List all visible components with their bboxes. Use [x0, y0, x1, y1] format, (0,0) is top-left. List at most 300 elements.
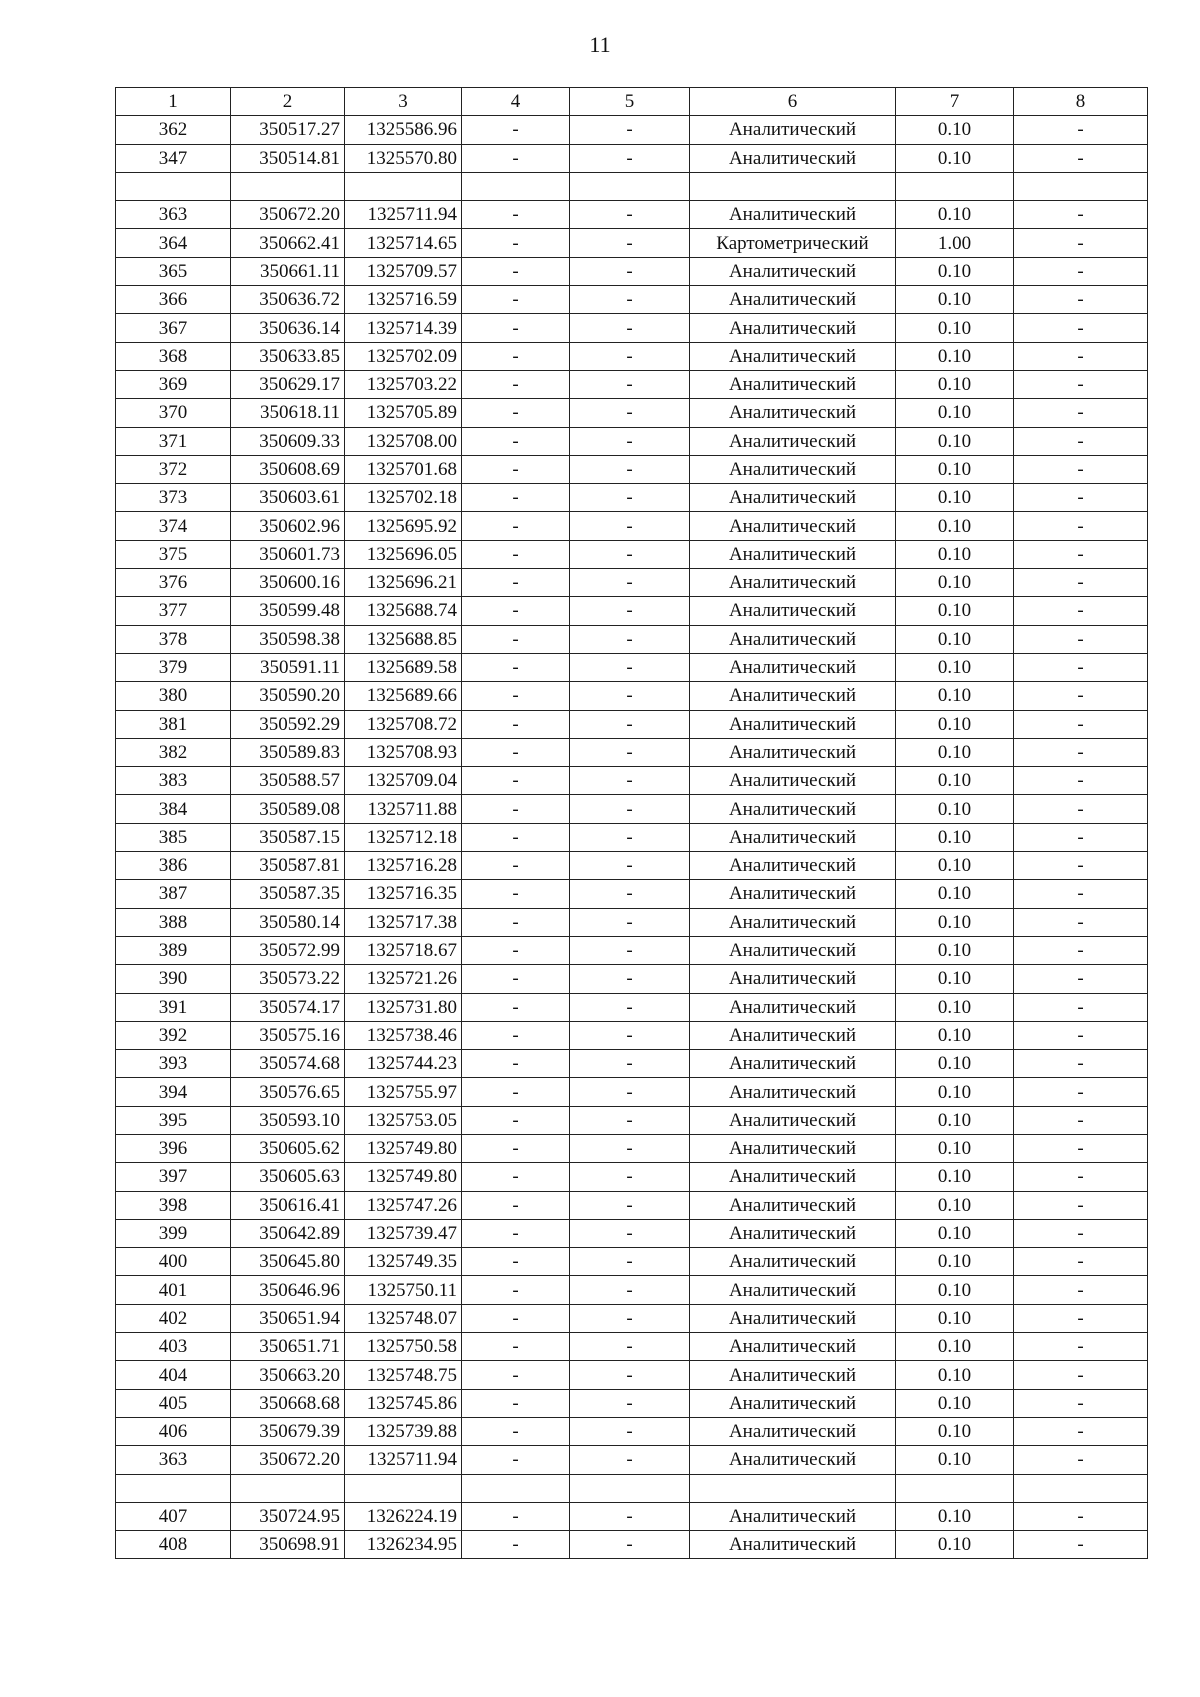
table-cell: 0.10 [896, 1502, 1014, 1530]
table-cell: 0.10 [896, 767, 1014, 795]
table-cell: - [570, 965, 690, 993]
table-cell: 350605.62 [231, 1134, 345, 1162]
table-cell: - [462, 399, 570, 427]
table-cell: 0.10 [896, 880, 1014, 908]
table-cell: Аналитический [690, 1417, 896, 1445]
table-cell: 1326234.95 [345, 1531, 462, 1559]
table-row [116, 852, 1148, 880]
column-header: 2 [231, 88, 345, 116]
table-cell: Аналитический [690, 399, 896, 427]
table-cell: 350574.68 [231, 1050, 345, 1078]
table-row [116, 1021, 1148, 1049]
table-cell: Аналитический [690, 710, 896, 738]
table-cell: 1325738.46 [345, 1021, 462, 1049]
table-cell: Аналитический [690, 1502, 896, 1530]
table-row [116, 370, 1148, 398]
table-cell: - [570, 1531, 690, 1559]
table-cell: - [462, 342, 570, 370]
table-row [116, 1502, 1148, 1530]
table-cell: 350575.16 [231, 1021, 345, 1049]
table-cell: 1325714.39 [345, 314, 462, 342]
table-cell: - [570, 1389, 690, 1417]
table-cell: 0.10 [896, 852, 1014, 880]
table-cell: 1325750.58 [345, 1333, 462, 1361]
table-cell: - [462, 370, 570, 398]
table-cell: - [462, 144, 570, 172]
table-cell: Аналитический [690, 1078, 896, 1106]
table-cell [896, 172, 1014, 200]
table-cell: 384 [116, 795, 231, 823]
table-row [116, 116, 1148, 144]
table-cell: 0.10 [896, 1417, 1014, 1445]
table-cell: - [1014, 767, 1148, 795]
table-cell: 385 [116, 823, 231, 851]
table-cell: 402 [116, 1304, 231, 1332]
table-cell: - [570, 1050, 690, 1078]
table-cell: Аналитический [690, 1361, 896, 1389]
table-row [116, 682, 1148, 710]
table-cell: Аналитический [690, 1446, 896, 1474]
table-row [116, 1078, 1148, 1106]
table-cell: - [1014, 229, 1148, 257]
table-cell: - [462, 1304, 570, 1332]
table-cell: - [1014, 823, 1148, 851]
table-cell: Аналитический [690, 965, 896, 993]
table-cell: - [570, 370, 690, 398]
table-cell: Аналитический [690, 342, 896, 370]
table-cell: Аналитический [690, 1219, 896, 1247]
table-cell: - [1014, 710, 1148, 738]
table-cell: - [1014, 116, 1148, 144]
table-cell: - [1014, 257, 1148, 285]
table-cell: 0.10 [896, 1134, 1014, 1162]
table-cell: - [570, 1134, 690, 1162]
table-cell: - [462, 710, 570, 738]
table-cell: Аналитический [690, 682, 896, 710]
table-cell: - [570, 455, 690, 483]
table-cell: - [462, 1361, 570, 1389]
table-cell: - [462, 965, 570, 993]
table-cell: 0.10 [896, 1276, 1014, 1304]
table-cell: - [1014, 738, 1148, 766]
table-cell: 368 [116, 342, 231, 370]
table-cell: 350698.91 [231, 1531, 345, 1559]
table-cell: - [570, 1219, 690, 1247]
table-cell: - [1014, 1050, 1148, 1078]
table-row [116, 1163, 1148, 1191]
table-cell: 350642.89 [231, 1219, 345, 1247]
table-cell: - [570, 852, 690, 880]
table-cell: - [570, 682, 690, 710]
table-cell: Аналитический [690, 936, 896, 964]
table-row [116, 625, 1148, 653]
table-cell: 350590.20 [231, 682, 345, 710]
table-cell: - [462, 286, 570, 314]
column-header: 4 [462, 88, 570, 116]
table-cell: - [570, 1446, 690, 1474]
table-cell: - [462, 1276, 570, 1304]
table-cell: 403 [116, 1333, 231, 1361]
table-cell: 350592.29 [231, 710, 345, 738]
table-cell: 1325696.21 [345, 569, 462, 597]
table-cell: - [570, 569, 690, 597]
table-cell: 0.10 [896, 738, 1014, 766]
table-cell: Аналитический [690, 1163, 896, 1191]
table-cell: - [1014, 1106, 1148, 1134]
table-cell: - [1014, 1361, 1148, 1389]
table-cell: 0.10 [896, 1304, 1014, 1332]
table-cell: - [570, 512, 690, 540]
table-cell: 350672.20 [231, 1446, 345, 1474]
table-cell: - [1014, 1333, 1148, 1361]
table-cell: 1325689.58 [345, 653, 462, 681]
table-cell: 1325570.80 [345, 144, 462, 172]
table-row [116, 597, 1148, 625]
table-row [116, 767, 1148, 795]
table-cell: 0.10 [896, 710, 1014, 738]
table-cell: - [462, 229, 570, 257]
table-cell [690, 1474, 896, 1502]
table-cell: - [1014, 342, 1148, 370]
table-cell: 1325711.94 [345, 201, 462, 229]
table-cell: 1325689.66 [345, 682, 462, 710]
table-cell [345, 1474, 462, 1502]
table-cell: - [1014, 965, 1148, 993]
column-header: 5 [570, 88, 690, 116]
table-cell: Аналитический [690, 738, 896, 766]
table-cell: 0.10 [896, 936, 1014, 964]
table-cell: 380 [116, 682, 231, 710]
table-cell: - [570, 257, 690, 285]
table-row [116, 1446, 1148, 1474]
table-cell: - [462, 116, 570, 144]
table-cell: 350580.14 [231, 908, 345, 936]
table-row [116, 908, 1148, 936]
table-cell: - [1014, 653, 1148, 681]
table-cell: - [570, 795, 690, 823]
table-row [116, 993, 1148, 1021]
table-cell: 1325750.11 [345, 1276, 462, 1304]
table-cell: 1.00 [896, 229, 1014, 257]
table-cell: Аналитический [690, 1333, 896, 1361]
table-cell: - [570, 908, 690, 936]
table-cell: - [462, 1191, 570, 1219]
table-cell: - [1014, 1417, 1148, 1445]
table-cell: 350609.33 [231, 427, 345, 455]
table-cell: 0.10 [896, 795, 1014, 823]
table-cell: 350514.81 [231, 144, 345, 172]
table-cell [690, 172, 896, 200]
table-cell: 0.10 [896, 455, 1014, 483]
table-cell: - [1014, 201, 1148, 229]
table-cell: 350618.11 [231, 399, 345, 427]
table-cell: 0.10 [896, 1531, 1014, 1559]
table-row [116, 314, 1148, 342]
table-cell: 1325721.26 [345, 965, 462, 993]
column-header: 1 [116, 88, 231, 116]
table-cell: 1325708.00 [345, 427, 462, 455]
table-header-row [116, 88, 1148, 116]
table-cell: - [570, 597, 690, 625]
table-cell: - [570, 286, 690, 314]
table-cell: - [570, 1304, 690, 1332]
table-cell: Аналитический [690, 852, 896, 880]
table-cell: - [1014, 1389, 1148, 1417]
table-cell: - [1014, 852, 1148, 880]
table-cell: 350593.10 [231, 1106, 345, 1134]
table-cell: - [570, 1163, 690, 1191]
table-cell: - [462, 936, 570, 964]
table-cell: 1325586.96 [345, 116, 462, 144]
table-cell: 399 [116, 1219, 231, 1247]
table-row [116, 342, 1148, 370]
table-row [116, 653, 1148, 681]
table-cell: - [570, 1248, 690, 1276]
table-cell: Аналитический [690, 540, 896, 568]
table-row [116, 1191, 1148, 1219]
table-cell: 0.10 [896, 625, 1014, 653]
table-cell: 0.10 [896, 965, 1014, 993]
table-cell: 1325731.80 [345, 993, 462, 1021]
table-row [116, 144, 1148, 172]
table-row [116, 1276, 1148, 1304]
table-cell [570, 1474, 690, 1502]
table-cell: 0.10 [896, 1021, 1014, 1049]
table-cell [896, 1474, 1014, 1502]
table-cell: 407 [116, 1502, 231, 1530]
table-cell: - [1014, 427, 1148, 455]
table-row [116, 710, 1148, 738]
table-cell: 392 [116, 1021, 231, 1049]
table-cell: - [462, 1417, 570, 1445]
table-cell: - [462, 738, 570, 766]
table-cell: 1325709.04 [345, 767, 462, 795]
table-cell: 0.10 [896, 1446, 1014, 1474]
table-cell: - [1014, 908, 1148, 936]
table-cell: 350636.72 [231, 286, 345, 314]
table-cell: - [1014, 144, 1148, 172]
table-cell: - [1014, 1304, 1148, 1332]
table-cell: 350574.17 [231, 993, 345, 1021]
table-cell: - [570, 201, 690, 229]
table-cell: 0.10 [896, 1248, 1014, 1276]
table-cell: - [570, 229, 690, 257]
table-cell: 374 [116, 512, 231, 540]
table-row [116, 1417, 1148, 1445]
table-cell: 0.10 [896, 993, 1014, 1021]
table-cell: 350591.11 [231, 653, 345, 681]
table-cell: 0.10 [896, 569, 1014, 597]
table-cell: 0.10 [896, 1106, 1014, 1134]
table-cell: - [570, 880, 690, 908]
table-cell: 1325755.97 [345, 1078, 462, 1106]
table-cell: - [462, 908, 570, 936]
table-cell [1014, 1474, 1148, 1502]
table-cell: - [570, 936, 690, 964]
table-cell: - [462, 625, 570, 653]
table-cell: - [1014, 1163, 1148, 1191]
table-cell: 350608.69 [231, 455, 345, 483]
table-row [116, 286, 1148, 314]
table-cell: Аналитический [690, 1106, 896, 1134]
table-cell: 1325705.89 [345, 399, 462, 427]
table-row [116, 1050, 1148, 1078]
table-cell: - [462, 569, 570, 597]
table-row [116, 201, 1148, 229]
table-cell: Аналитический [690, 1276, 896, 1304]
table-cell: 371 [116, 427, 231, 455]
table-cell: - [1014, 597, 1148, 625]
table-cell: 373 [116, 484, 231, 512]
table-cell: 350636.14 [231, 314, 345, 342]
table-cell: 350601.73 [231, 540, 345, 568]
table-cell: 404 [116, 1361, 231, 1389]
table-cell: - [1014, 936, 1148, 964]
table-cell: Аналитический [690, 116, 896, 144]
column-header: 3 [345, 88, 462, 116]
table-cell: 350588.57 [231, 767, 345, 795]
table-cell: 367 [116, 314, 231, 342]
table-row [116, 569, 1148, 597]
table-cell: 362 [116, 116, 231, 144]
table-cell: 0.10 [896, 342, 1014, 370]
table-cell: 366 [116, 286, 231, 314]
table-cell [116, 172, 231, 200]
table-cell: 1325714.65 [345, 229, 462, 257]
table-cell: - [462, 653, 570, 681]
table-row [116, 484, 1148, 512]
table-cell: 0.10 [896, 399, 1014, 427]
table-cell: 372 [116, 455, 231, 483]
table-cell: 0.10 [896, 512, 1014, 540]
table-cell: 363 [116, 201, 231, 229]
table-cell: 0.10 [896, 653, 1014, 681]
table-cell: 0.10 [896, 1389, 1014, 1417]
table-cell: - [570, 540, 690, 568]
table-cell: 401 [116, 1276, 231, 1304]
table-cell: 0.10 [896, 1361, 1014, 1389]
table-cell: - [462, 682, 570, 710]
table-cell: 350573.22 [231, 965, 345, 993]
table-cell: 0.10 [896, 1050, 1014, 1078]
coordinates-table [115, 87, 1148, 1559]
table-cell: Аналитический [690, 314, 896, 342]
table-cell: 364 [116, 229, 231, 257]
table-cell: - [1014, 1446, 1148, 1474]
table-cell: - [570, 484, 690, 512]
table-cell: 350633.85 [231, 342, 345, 370]
table-cell: 406 [116, 1417, 231, 1445]
column-header: 7 [896, 88, 1014, 116]
table-cell: - [462, 1389, 570, 1417]
table-cell: 397 [116, 1163, 231, 1191]
table-cell: - [462, 1219, 570, 1247]
table-cell: 1325703.22 [345, 370, 462, 398]
table-cell: Аналитический [690, 625, 896, 653]
page-number: 11 [589, 32, 611, 57]
table-cell: Аналитический [690, 880, 896, 908]
table-cell: - [1014, 370, 1148, 398]
table-cell: 1325749.80 [345, 1134, 462, 1162]
table-cell: 378 [116, 625, 231, 653]
table-cell: - [1014, 399, 1148, 427]
table-cell: Аналитический [690, 1531, 896, 1559]
table-cell: - [462, 993, 570, 1021]
table-body [116, 116, 1148, 1559]
table-cell: - [1014, 1021, 1148, 1049]
table-cell: 1325712.18 [345, 823, 462, 851]
column-header: 6 [690, 88, 896, 116]
table-cell: 350651.71 [231, 1333, 345, 1361]
table-cell: - [1014, 540, 1148, 568]
table-row [116, 1248, 1148, 1276]
table-cell: 381 [116, 710, 231, 738]
table-cell: - [462, 1134, 570, 1162]
table-row [116, 795, 1148, 823]
table-cell: - [1014, 1248, 1148, 1276]
table-cell: 1325711.94 [345, 1446, 462, 1474]
table-cell: - [1014, 286, 1148, 314]
table-cell: - [462, 512, 570, 540]
table-row [116, 399, 1148, 427]
table-cell: Аналитический [690, 795, 896, 823]
table-cell: - [1014, 1502, 1148, 1530]
table-cell: - [1014, 1531, 1148, 1559]
table-cell: 350517.27 [231, 116, 345, 144]
table-cell: 391 [116, 993, 231, 1021]
table-cell: - [570, 738, 690, 766]
table-cell: - [570, 427, 690, 455]
table-cell: 383 [116, 767, 231, 795]
table-cell: Аналитический [690, 1304, 896, 1332]
table-cell: - [462, 427, 570, 455]
table-cell: 350587.15 [231, 823, 345, 851]
table-cell: 0.10 [896, 144, 1014, 172]
table-cell: 1325716.59 [345, 286, 462, 314]
table-cell: - [1014, 795, 1148, 823]
table-cell: - [462, 1106, 570, 1134]
table-cell: 1325695.92 [345, 512, 462, 540]
table-cell: - [570, 1417, 690, 1445]
table-cell: Аналитический [690, 370, 896, 398]
table-cell: 0.10 [896, 1333, 1014, 1361]
table-cell [231, 1474, 345, 1502]
table-cell: Аналитический [690, 286, 896, 314]
table-cell: 0.10 [896, 314, 1014, 342]
table-cell: 1325716.28 [345, 852, 462, 880]
table-cell: - [570, 144, 690, 172]
table-cell: 0.10 [896, 1163, 1014, 1191]
table-row [116, 1219, 1148, 1247]
table-cell: 347 [116, 144, 231, 172]
table-cell: 0.10 [896, 370, 1014, 398]
table-cell: 1325708.93 [345, 738, 462, 766]
table-row [116, 455, 1148, 483]
table-cell: 350663.20 [231, 1361, 345, 1389]
table-row [116, 257, 1148, 285]
table-cell: - [462, 1502, 570, 1530]
table-row [116, 880, 1148, 908]
table-cell: 1325744.23 [345, 1050, 462, 1078]
table-cell: 1325688.85 [345, 625, 462, 653]
table-cell: Аналитический [690, 1389, 896, 1417]
table-cell: Аналитический [690, 512, 896, 540]
table-cell: 350616.41 [231, 1191, 345, 1219]
table-cell: 0.10 [896, 1219, 1014, 1247]
table-cell: 1325739.88 [345, 1417, 462, 1445]
table-row [116, 427, 1148, 455]
table-cell: - [1014, 569, 1148, 597]
